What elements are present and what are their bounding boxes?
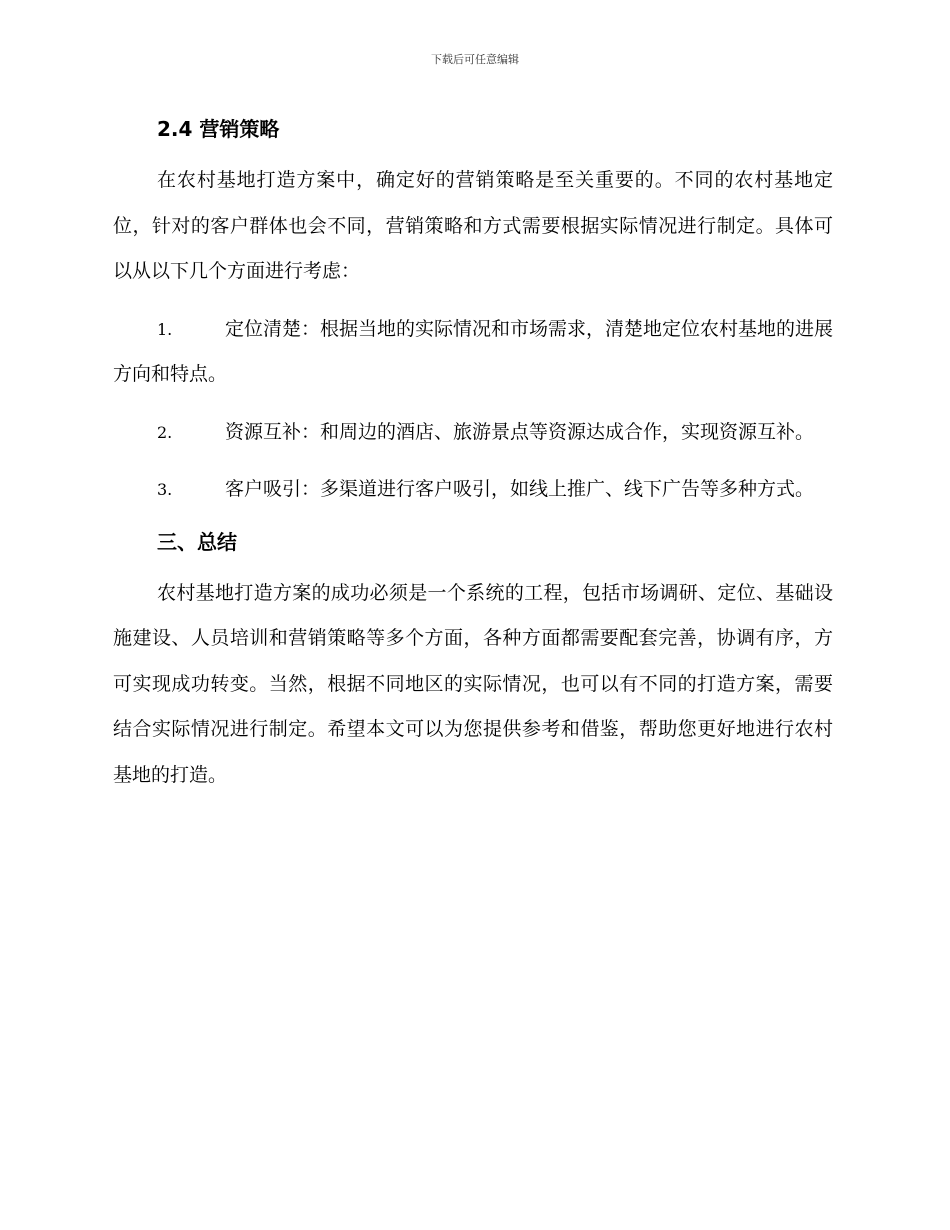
list-item-number: 3. <box>157 480 173 499</box>
list-item-text: 资源互补：和周边的酒店、旅游景点等资源达成合作，实现资源互补。 <box>225 420 815 443</box>
document-body <box>113 110 833 798</box>
list-item-number: 1. <box>157 319 173 339</box>
list-item <box>113 467 833 513</box>
section-heading-summary: 三、总结 <box>157 529 237 554</box>
marketing-intro-paragraph: 在农村基地打造方案中，确定好的营销策略是至关重要的。不同的农村基地定位，针对的客户群体也会不同，营销策略和方式需要根据实际情况进行制定。具体可以从以下几个方面进行考虑： <box>113 169 833 282</box>
section-heading-marketing-strategy: 2.4 营销策略 <box>157 117 280 141</box>
list-item <box>113 410 833 456</box>
list-item-text: 定位清楚：根据当地的实际情况和市场需求，清楚地定位农村基地的进展方向和特点。 <box>113 317 834 385</box>
list-item-number: 2. <box>157 422 173 442</box>
page-header: 下载后可任意编辑 <box>431 53 519 66</box>
list-item <box>113 307 833 398</box>
list-item-text: 客户吸引：多渠道进行客户吸引，如线上推广、线下广告等多种方式。 <box>225 478 815 500</box>
summary-paragraph: 农村基地打造方案的成功必须是一个系统的工程，包括市场调研、定位、基础设施建设、人员培训和营销策略等多个方面，各种方面都需要配套完善，协调有序，方可实现成功转变。当然，根据不同地区的实际情况，也可以有不同的打造方案，需要结合实际情况进行制定。希望本文可以为您提供参考和借鉴，帮助您更好地进行农村基地的打造。 <box>113 581 833 786</box>
